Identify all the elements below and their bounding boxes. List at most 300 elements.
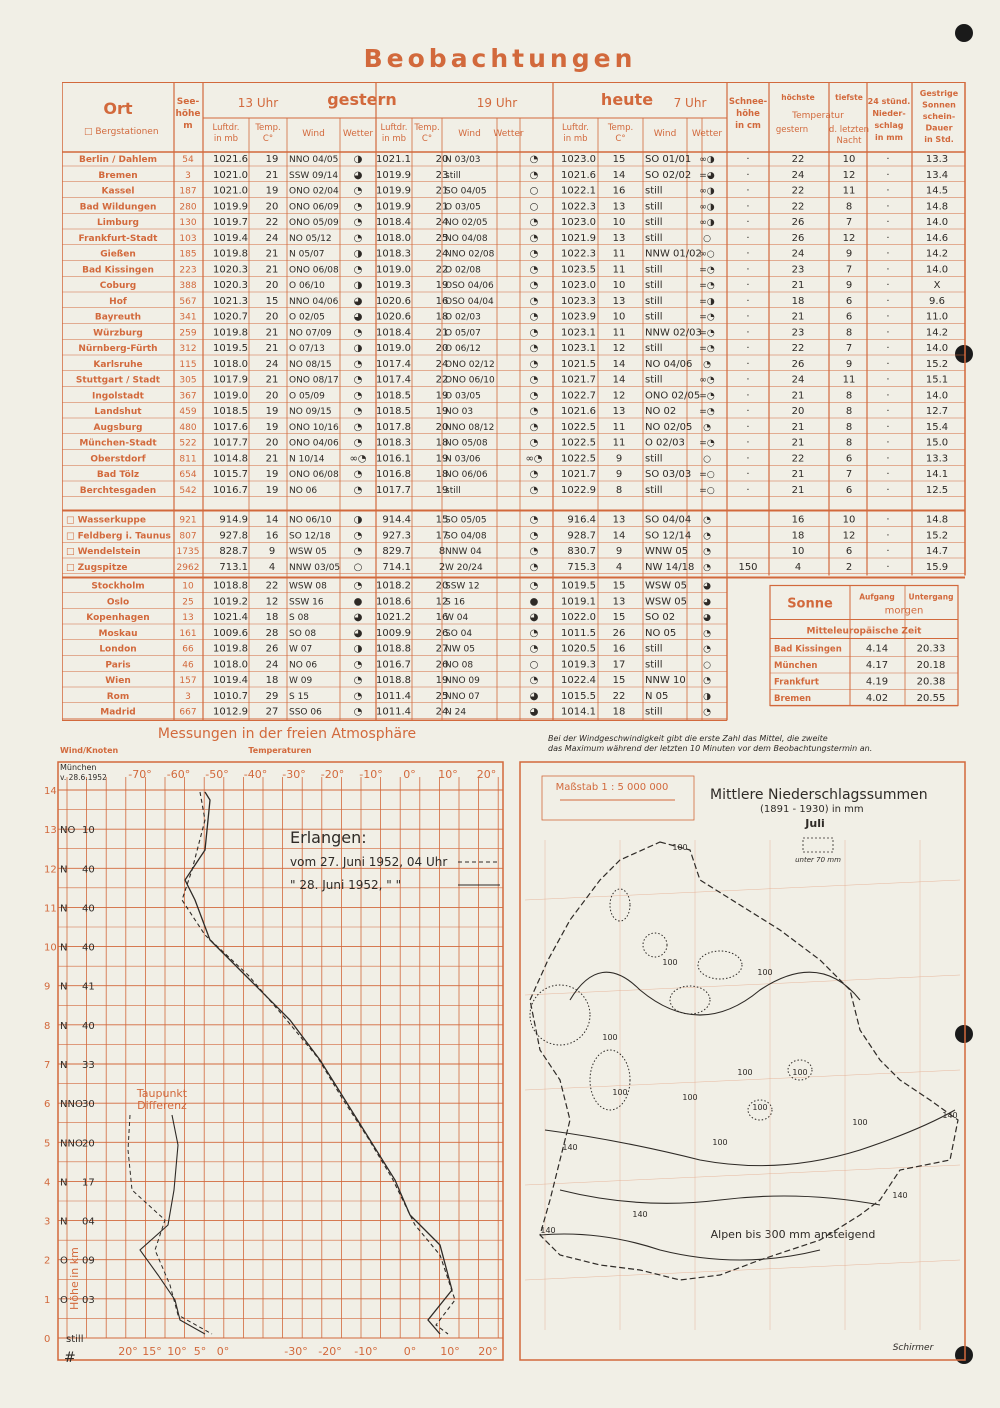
cell-wx19: ◔ [529,374,539,386]
cell-t13: 21 [265,264,279,276]
cell-t13: 21 [265,453,279,465]
wind-dir: NNO [60,1138,83,1150]
cell-w19: NO 08 [445,660,474,671]
cell-p13: 1020.3 [213,280,248,291]
cell-t19: 20 [435,343,449,354]
cell-t7: 13 [612,232,626,244]
cell-rain: · [886,248,890,260]
cell-w19: NNW 04 [445,547,482,557]
temp-tick: -70° [128,768,152,781]
cell-t13: 28 [265,627,279,639]
cell-w7: NO 02 [645,406,677,417]
cell-t13: 29 [265,690,279,702]
cell-w7: still [645,232,663,244]
station-name: Kopenhagen [86,613,150,623]
cell-p13: 1012.9 [213,706,248,718]
cell-t7: 8 [615,484,623,496]
cell-w13: O 07/13 [289,344,325,354]
label: Wind/Knoten [60,746,119,755]
wind-speed: 40 [82,942,95,954]
cell-p13: 1021.0 [213,169,248,181]
cell-wx19: ◔ [529,248,539,260]
cell-wx19: ◕ [529,706,539,718]
cell-p7: 928.7 [567,530,596,542]
cell-min: 7 [845,217,853,228]
cell-max: 26 [791,358,805,370]
cell-wx13: ◔ [353,469,363,480]
cell-t19: 19 [435,453,449,465]
cell-min: 12 [842,169,856,181]
station-name: Berlin / Dahlem [78,155,158,165]
cell-p19: 1018.2 [376,580,411,592]
cell-min: 8 [845,406,853,417]
cell-t19: 22 [435,374,449,386]
cell-p19: 1019.9 [376,169,411,181]
station-name: Ingolstadt [92,391,144,402]
cell-rain: · [886,453,890,465]
cell-max: 22 [791,154,805,165]
cell-min: 8 [845,327,853,339]
cell-wx13: ◔ [353,185,363,197]
label: höhe [736,109,760,119]
cell-wx19: ◔ [529,546,539,557]
cell-wx13: ◔ [353,232,363,244]
cell-wx7: ◔ [703,531,711,542]
taupunkt-label: Taupunkt [136,1087,188,1100]
cell-wx7: =◔ [699,328,715,339]
cell-sun: 12.7 [925,406,949,417]
cell-t13: 12 [265,596,279,608]
cell-p7: 1023.0 [561,280,596,291]
label: 24 stünd. [867,97,911,106]
label: in mb [381,134,407,144]
cell-p13: 1019.2 [213,596,248,608]
cell-t19: 19 [435,675,449,686]
cell-t7: 4 [615,561,623,573]
cell-max: 21 [791,280,805,291]
cell-wx19: ◕ [529,612,539,623]
cell-p7: 715.3 [567,561,596,573]
wind-speed: 20 [82,1138,95,1150]
sun-title: Sonne [787,596,833,612]
cell-wx19: ◔ [529,530,539,542]
cell-p7: 1022.5 [561,421,596,433]
cell-t13: 19 [265,406,279,417]
cell-wx7: ∞◑ [699,202,715,213]
cell-wx13: ◔ [353,390,363,402]
cell-sun: 14.7 [925,546,949,557]
temp-tick: 10° [167,1345,187,1358]
cell-t19: 2 [438,561,446,573]
cell-sun: 15.0 [925,437,949,449]
isohyet-label: 140 [562,1143,578,1152]
wind-reading [60,943,95,954]
cell-rain: · [886,154,890,165]
cell-wx19: ◔ [529,232,539,244]
cell-wx13: ◔ [353,358,363,370]
station-height: 341 [179,312,197,323]
label: d. letzten [828,125,870,135]
cell-min: 7 [845,343,853,354]
wind-dir: N [60,1216,68,1228]
cell-t7: 13 [612,514,626,526]
label: Wetter [342,129,374,139]
sun-city: Frankfurt [774,677,819,688]
wind-reading [60,1060,95,1071]
cell-wx13: ◔ [353,659,363,671]
station-name: Oberstdorf [90,454,146,465]
cell-p19: 1021.2 [376,612,411,623]
cell-min: 6 [845,295,853,307]
cell-rain: · [886,546,890,557]
wind-speed: 40 [82,1020,95,1032]
cell-snow: · [746,201,750,213]
station-height: 25 [182,597,194,608]
grid-line [525,880,960,900]
aerology-frame [58,762,503,1360]
cell-w7: still [645,185,663,197]
station-height: 667 [179,707,197,718]
cell-t19: 24 [435,358,449,370]
cell-w7: still [645,659,663,671]
cell-p13: 1019.8 [213,327,248,339]
cell-p13: 1021.6 [213,154,248,165]
cell-rain: · [886,421,890,433]
label: Nacht [836,136,862,146]
cell-t19: 15 [435,514,449,526]
cell-p7: 1022.0 [561,612,596,623]
wind-reading [60,864,95,875]
station-height: 1735 [176,547,200,557]
cell-wx13: ◔ [353,437,363,449]
sun-set: 20.55 [916,693,946,704]
cell-wx19: ◔ [529,280,539,291]
cell-p7: 1021.9 [561,232,596,244]
cell-w13: ONO 08/17 [289,375,339,386]
cell-p13: 1016.7 [213,484,248,496]
km-tick: 12 [44,864,57,876]
cell-t13: 21 [265,169,279,181]
cell-w13: NO 06 [289,485,318,496]
cell-w13: NO 05/12 [289,233,332,244]
station-height: 223 [179,265,197,276]
station-height: 54 [182,155,194,165]
cell-p7: 1019.5 [561,580,596,592]
label: gestern [327,90,397,109]
grid-line [525,975,960,995]
station-name: Landshut [94,407,142,417]
temp-tick: 20° [118,1345,138,1358]
cell-min: 8 [845,201,853,213]
sun-rise: 4.02 [865,693,889,704]
km-tick: 13 [44,825,57,837]
label: München [60,763,97,772]
wind-dir: N [60,942,68,954]
cell-p13: 713.1 [219,561,248,573]
station-name: Moskau [98,628,138,639]
differenz-label: Differenz [137,1099,187,1112]
cell-w13: S 15 [289,691,310,702]
label: Temperatur [792,111,844,121]
wind-dir: N [60,864,68,876]
label: Untergang [908,592,954,602]
label: Temp. [607,123,634,133]
cell-wx7: =◔ [699,344,715,354]
temp-tick: 15° [142,1345,162,1358]
cell-max: 18 [791,295,805,307]
cell-wx19: ◔ [529,311,539,323]
isohyet-label: 100 [602,1033,618,1042]
cell-t13: 18 [265,675,279,686]
cell-p13: 1019.8 [213,248,248,260]
station-name: Bayreuth [94,312,142,323]
station-height: 115 [179,359,197,370]
temp-tick: -50° [205,768,229,781]
cell-wx13: ○ [353,561,363,573]
cell-snow: · [746,374,750,386]
cell-w7: still [645,311,663,323]
wind-reading [60,1138,95,1149]
label: Schnee- [728,97,768,107]
cell-p13: 1014.8 [213,453,248,465]
cell-wx19: ● [529,596,539,608]
station-height: 312 [179,344,197,354]
cell-wx7: =◔ [699,281,715,291]
sun-rise: 4.19 [865,676,889,688]
cell-p7: 1022.3 [561,248,596,260]
station-height: 13 [182,613,194,623]
map-title: Mittlere Niederschlagssummen [710,787,928,803]
station-name: Bad Kissingen [82,265,154,276]
cell-wx7: ◕ [703,581,711,592]
cell-w7: NW 14/18 [645,561,695,573]
cell-t19: 20 [435,421,449,433]
cell-min: 6 [845,453,853,465]
cell-t7: 14 [612,530,626,542]
cell-wx7: ◔ [703,359,711,370]
km-tick: 9 [44,981,51,993]
cell-p19: 1018.3 [376,437,411,449]
km-tick: 3 [44,1216,51,1228]
cell-w7: still [645,343,663,354]
wind-speed: 04 [82,1216,95,1228]
map-month: Juli [805,817,825,830]
station-name: Madrid [100,707,136,718]
cell-w19: OSO 04/06 [445,281,494,291]
station-name: Frankfurt-Stadt [78,233,158,244]
cell-rain: · [886,406,890,417]
cell-t13: 26 [265,643,279,655]
cell-max: 10 [791,546,805,557]
cell-wx19: ◔ [529,406,539,417]
temp-tick: 10° [438,768,458,781]
cell-t7: 12 [612,390,626,402]
cell-t13: 27 [265,706,279,718]
cell-t19: 27 [435,643,449,655]
cell-w7: still [645,453,663,465]
isohyet-label: 100 [792,1068,808,1077]
cell-wx19: ◔ [529,343,539,354]
cell-snow: · [746,484,750,496]
temp-tick: -40° [243,768,268,781]
cell-w13: NO 08/15 [289,359,332,370]
cell-t7: 14 [612,169,626,181]
station-name: Rom [106,691,130,702]
cell-w19: N 24 [445,707,467,718]
cell-sun: 15.2 [925,530,949,542]
cell-snow: · [746,280,750,291]
cell-rain: · [886,280,890,291]
cell-t13: 24 [265,358,279,370]
cell-w13: N 10/14 [289,454,325,465]
wind-speed: 09 [82,1255,95,1267]
cell-t7: 11 [612,248,626,260]
cell-w19: NO 02/05 [445,218,488,228]
cell-p7: 830.7 [567,546,596,557]
cell-min: 6 [845,311,853,323]
cell-snow: · [746,295,750,307]
cell-w7: still [645,217,663,228]
cell-rain: · [886,232,890,244]
cell-t7: 17 [612,659,626,671]
cell-wx13: ◕ [353,169,363,181]
cell-rain: · [886,311,890,323]
cell-p19: 1016.7 [376,659,411,671]
cell-sun: 14.0 [925,343,949,354]
cell-t7: 14 [612,374,626,386]
label: C° [421,134,433,144]
wind-dir: N [60,903,68,915]
cell-p19: 1017.4 [376,374,411,386]
label: Luftdr. [380,123,408,133]
station-height: 130 [179,218,197,228]
label: Dauer [925,123,953,133]
temperature-curve-28 [185,792,452,1334]
station-height: 10 [182,581,194,592]
cell-w7: WNW 05 [645,546,689,557]
cell-t19: 12 [435,596,449,608]
station-name: Stuttgart / Stadt [75,375,161,386]
cell-t13: 20 [265,280,279,291]
station-height: 807 [179,531,197,542]
cell-w7: SO 02/02 [645,169,692,181]
station-height: 3 [185,170,191,181]
cell-wx19: ○ [529,659,539,671]
cell-t7: 9 [615,469,623,480]
cell-p19: 914.4 [382,514,411,526]
cell-snow: · [746,390,750,402]
sun-rise: 4.17 [865,660,889,671]
cell-w7: SO 03/03 [645,469,692,480]
cell-p7: 1023.5 [561,264,596,276]
isohyet-label: 100 [682,1093,698,1102]
cell-w7: WSW 05 [645,596,688,608]
cell-p13: 914.9 [219,514,248,526]
cell-min: 6 [845,484,853,496]
station-name: Kassel [101,186,135,197]
cell-w19: O 05/07 [445,328,481,339]
label: tiefste [835,93,863,102]
cell-max: 26 [791,232,805,244]
label: 19 Uhr [476,96,518,110]
cell-t13: 18 [265,612,279,623]
cell-max: 23 [791,264,805,276]
cell-max: 21 [791,469,805,480]
cell-wx13: ◔ [353,264,363,276]
cell-wx7: ∞◑ [699,186,715,197]
station-name: Karlsruhe [93,359,143,370]
cell-w13: O 02/05 [289,312,325,323]
station-name: Coburg [99,281,137,291]
cell-w7: ONO 02/05 [645,390,701,402]
map-legend: unter 70 mm [795,856,841,864]
station-height: 103 [179,233,197,244]
wind-speed: 40 [82,864,95,876]
dry-area [590,1050,630,1110]
station-name: Limburg [97,218,139,228]
cell-p13: 1019.7 [213,217,248,228]
cell-wx13: ◕ [353,627,363,639]
cell-p7: 1023.3 [561,295,596,307]
cell-w7: NNW 10 [645,675,686,686]
cell-p13: 1020.7 [213,311,248,323]
cell-t13: 21 [265,343,279,354]
station-height: 567 [179,296,197,307]
wind-reading [60,1177,95,1188]
dewpoint-curve-27 [128,1115,212,1334]
cell-t19: 21 [435,327,449,339]
cell-t7: 15 [612,675,626,686]
cell-p13: 1017.9 [213,374,248,386]
cell-snow: · [746,421,750,433]
cell-wx7: =◑ [699,296,715,307]
isohyet-label: 140 [892,1191,908,1200]
isohyet-label: 100 [662,958,678,967]
cell-wx7: ◔ [703,628,711,639]
station-height: 280 [179,202,197,213]
cell-p19: 1011.4 [376,706,411,718]
wind-speed: 17 [82,1177,95,1189]
cell-p13: 1019.8 [213,643,248,655]
station-height: 811 [179,454,197,465]
cell-wx19: ○ [529,185,539,197]
label: schlag [874,121,904,130]
cell-snow: 150 [738,561,758,573]
map-frame [520,762,965,1360]
cell-t13: 24 [265,232,279,244]
cell-p13: 828.7 [219,546,248,557]
grid-line [525,1165,960,1185]
cell-rain: · [886,530,890,542]
cell-snow: · [746,453,750,465]
label: # [64,1350,76,1366]
cell-t13: 19 [265,185,279,197]
wind-reading [60,903,95,914]
isohyet-label: 140 [540,1226,556,1235]
cell-w13: ONO 06/08 [289,265,339,276]
cell-t19: 25 [435,690,449,702]
station-name: Stockholm [91,581,145,592]
cell-min: 8 [845,421,853,433]
cell-rain: · [886,343,890,354]
cell-snow: · [746,232,750,244]
label: Temp. [255,123,281,133]
temp-tick: 0° [403,768,416,781]
cell-t7: 22 [612,690,626,702]
cell-w19: O 03/05 [445,391,481,402]
cell-wx7: =◕ [699,170,715,181]
erlangen-line1: vom 27. Juni 1952, 04 Uhr [290,855,448,869]
